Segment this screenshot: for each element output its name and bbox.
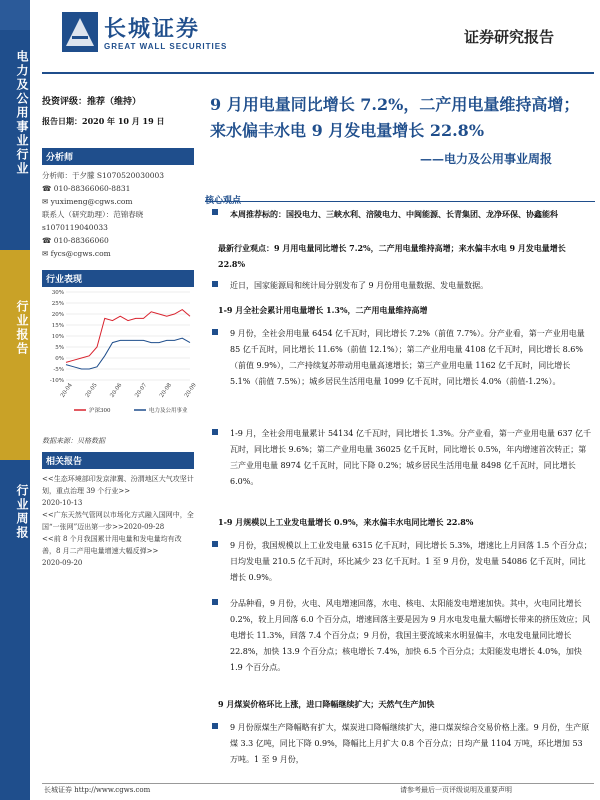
bullet-icon xyxy=(212,429,218,435)
chart-heading: 行业表现 xyxy=(42,270,194,287)
x-tick-label: 20-05 xyxy=(84,382,99,399)
analyst-email[interactable]: yuximeng@cgws.com xyxy=(50,197,133,206)
sidebar-section-weekly xyxy=(0,460,30,800)
contact-name: 联系人（研究助理）：范锦春晓 xyxy=(42,210,144,219)
page-subtitle: ——电力及公用事业周报 xyxy=(420,152,553,166)
related-date: 2020-10-13 xyxy=(42,499,83,507)
legend-label: 沪深300 xyxy=(89,408,111,414)
footer-left xyxy=(44,785,150,795)
x-tick-label: 20-07 xyxy=(134,382,149,399)
header-divider xyxy=(42,72,594,74)
core-heading-text: 核心观点 xyxy=(205,196,242,206)
related-item[interactable]: <<广东天然气管网以市场化方式融入国网中，全国“一张网”迈出第一步>>2020-09-28 xyxy=(42,511,194,531)
footer-divider xyxy=(42,783,594,784)
analyst-block xyxy=(42,148,194,260)
paragraph-4 xyxy=(230,538,592,586)
legend-label: 电力及公用事业 xyxy=(149,408,188,414)
phone-icon: ☎ xyxy=(42,184,54,193)
intro-paragraph xyxy=(230,278,592,294)
x-tick-label: 20-08 xyxy=(159,382,174,399)
sidebar-label-report: 行业报告 xyxy=(15,300,29,356)
phone-icon: ☎ xyxy=(42,236,54,245)
series-line xyxy=(66,338,190,369)
sidebar-section-report xyxy=(0,250,30,460)
section-heading-3: 9 月煤炭价格环比上涨，进口降幅继续扩大；天然气生产加快 xyxy=(218,699,435,709)
chart-source: 数据来源：贝格数据 xyxy=(42,437,105,445)
core-heading xyxy=(205,188,595,206)
related-item[interactable]: <<生态环境部印发京津冀、汾渭地区大气攻坚计划，重点治理 39 个行业>> xyxy=(42,475,194,495)
sidebar-label-weekly: 行业周报 xyxy=(15,484,29,540)
industry-performance-chart xyxy=(42,286,198,418)
paragraph-5 xyxy=(230,596,592,676)
contact-phone: 010-88366060 xyxy=(53,236,109,245)
bullet-icon xyxy=(212,209,218,215)
page-title: 9 月用电量同比增长 7.2%，二产用电量维持高增；来水偏丰水电 9 月发电量增长 22.8% xyxy=(210,95,580,140)
related-item[interactable]: <<前 8 个月我国累计用电量和发电量均有改善，8 月二产用电量增速大幅反弹>> xyxy=(42,535,182,555)
intro-text: 近日，国家能源局和统计局分别发布了 9 月份用电量数据、发电量数据。 xyxy=(230,281,489,290)
footer-url[interactable]: http://www.cgws.com xyxy=(74,786,151,794)
rating: 投资评级：推荐（维持） xyxy=(42,97,142,107)
phone-icon-row xyxy=(42,182,194,195)
paragraph-6-text: 9 月份原煤生产降幅略有扩大，煤炭进口降幅继续扩大，港口煤炭综合交易价格上涨。9 月份，生产原煤 3.3 亿吨，同比下降 0.9%，降幅比上月扩大 0.8 个百分点；日均产量 1104 万吨，环比增加 53 万吨。1 至 9 月份， xyxy=(230,723,590,764)
y-tick-label: -5% xyxy=(53,367,64,373)
paragraph-4-text: 9 月份，我国规模以上工业发电量 6315 亿千瓦时，同比增长 5.3%，增速比上月回落 1.5 个百分点；日均发电量 210.5 亿千瓦时，环比减少 23 亿千瓦时。1 至 9 月份，发电量 54086 亿千瓦时，同比增长 0.9%。 xyxy=(230,541,592,582)
sidebar-section-industry xyxy=(0,30,30,250)
bullet-icon xyxy=(212,541,218,547)
analyst-heading: 分析师 xyxy=(42,148,194,165)
y-tick-label: -10% xyxy=(49,378,64,384)
related-heading: 相关报告 xyxy=(42,452,194,469)
footer-note: 请参考最后一页评级说明及重要声明 xyxy=(400,786,512,794)
y-tick-label: 0% xyxy=(55,356,64,362)
report-type: 证券研究报告 xyxy=(464,28,555,46)
chart-section xyxy=(42,270,194,287)
paragraph-2-text: 9 月份，全社会用电量 6454 亿千瓦时，同比增长 7.2%（前值 7.7%）。分产业看，第一产业用电量 85 亿千瓦时，同比增长 11.6%（前值 12.1%）；第二产业用电量 4108 亿千瓦时，同比增长 8.6%（前值 9.9%），二产持续复苏带动用电量高速增长；第三产业用电量 1162 亿千瓦时，同比增长 5.1%（前值 7.5%）；城乡居民生活用电量 1099 亿千瓦时，同比增长 4.0%（前值-1.2%）。 xyxy=(230,329,585,386)
recommend-text: 本周推荐标的：国投电力、三峡水利、涪陵电力、中闽能源、长青集团、龙净环保、协鑫能科 xyxy=(230,209,558,219)
related-date: 2020-09-20 xyxy=(42,559,83,567)
paragraph-3-text: 1-9 月，全社会用电量累计 54134 亿千瓦时，同比增长 1.3%。分产业看，第一产业用电量 637 亿千瓦时，同比增长 9.6%；第二产业用电量 36025 亿千瓦时，同比增长 0.5%，年内增速首次转正；第三产业用电量 8974 亿千瓦时，同比下降 0.2%；城乡居民生活用电量 8498 亿千瓦时，同比增长 6.0%。 xyxy=(230,429,592,486)
section-heading-2: 1-9 月规模以上工业发电量增长 0.9%，来水偏丰水电同比增长 22.8% xyxy=(218,517,474,527)
y-tick-label: 15% xyxy=(51,323,64,329)
y-tick-label: 25% xyxy=(51,301,64,307)
latest-view: 最新行业观点：9 月用电量同比增长 7.2%，二产用电量维持高增；来水偏丰水电 9 月发电量增长 22.8% xyxy=(218,243,566,269)
footer-logo-text: 长城证券 xyxy=(44,786,72,794)
x-tick-label: 20-09 xyxy=(183,382,198,399)
contact-email[interactable]: fycs@cgws.com xyxy=(50,249,111,258)
y-tick-label: 30% xyxy=(51,290,64,296)
bullet-icon xyxy=(212,723,218,729)
analyst-phone: 010-88366060-8831 xyxy=(53,184,131,193)
analyst-name: 分析师：于夕朦 S1070520030003 xyxy=(42,171,165,180)
bullet-icon xyxy=(212,281,218,287)
recommend-paragraph xyxy=(230,206,592,223)
paragraph-6 xyxy=(230,720,592,780)
company-logo-icon xyxy=(62,12,98,52)
related-block xyxy=(42,452,194,569)
phone-icon-row-2 xyxy=(42,234,194,247)
email-row[interactable] xyxy=(42,195,194,208)
report-date: 报告日期：2020 年 10 月 19 日 xyxy=(42,116,165,126)
x-tick-label: 20-04 xyxy=(59,382,74,399)
y-tick-label: 10% xyxy=(51,334,64,340)
logo-text: 长城证券 xyxy=(104,17,201,42)
logo-english: GREAT WALL SECURITIES xyxy=(104,42,228,51)
y-tick-label: 5% xyxy=(55,345,64,351)
email-row-2[interactable] xyxy=(42,247,194,260)
paragraph-5-text: 分品种看，9 月份，火电、风电增速回落，水电、核电、太阳能发电增速加快。其中，火电同比增长 0.2%，较上月回落 6.0 个百分点，增速回落主要是因为 9 月水电发电量大幅增长带来的挤压效应；风电增长 11.3%，回落 7.4 个百分点；9 月份，我国主要流域来水明显偏丰，水电发电量同比增长 22.8%，加快 13.9 个百分点；核电增长 7.4%，加快 6.5 个百分点；太阳能发电增长 4.0%，加快 1.9 个百分点。 xyxy=(230,599,591,672)
section-heading-1: 1-9 月全社会累计用电量增长 1.3%，二产用电量维持高增 xyxy=(218,305,428,315)
paragraph-2 xyxy=(230,326,592,390)
bullet-icon xyxy=(212,329,218,335)
paragraph-3 xyxy=(230,426,592,490)
contact-id: s1070119040033 xyxy=(42,223,108,232)
x-tick-label: 20-06 xyxy=(109,382,124,399)
sidebar-label-industry: 电力及公用事业行业 xyxy=(15,50,29,176)
bullet-icon xyxy=(212,599,218,605)
email-icon: ✉ xyxy=(42,197,51,206)
email-icon: ✉ xyxy=(42,249,51,258)
y-tick-label: 20% xyxy=(51,312,64,318)
